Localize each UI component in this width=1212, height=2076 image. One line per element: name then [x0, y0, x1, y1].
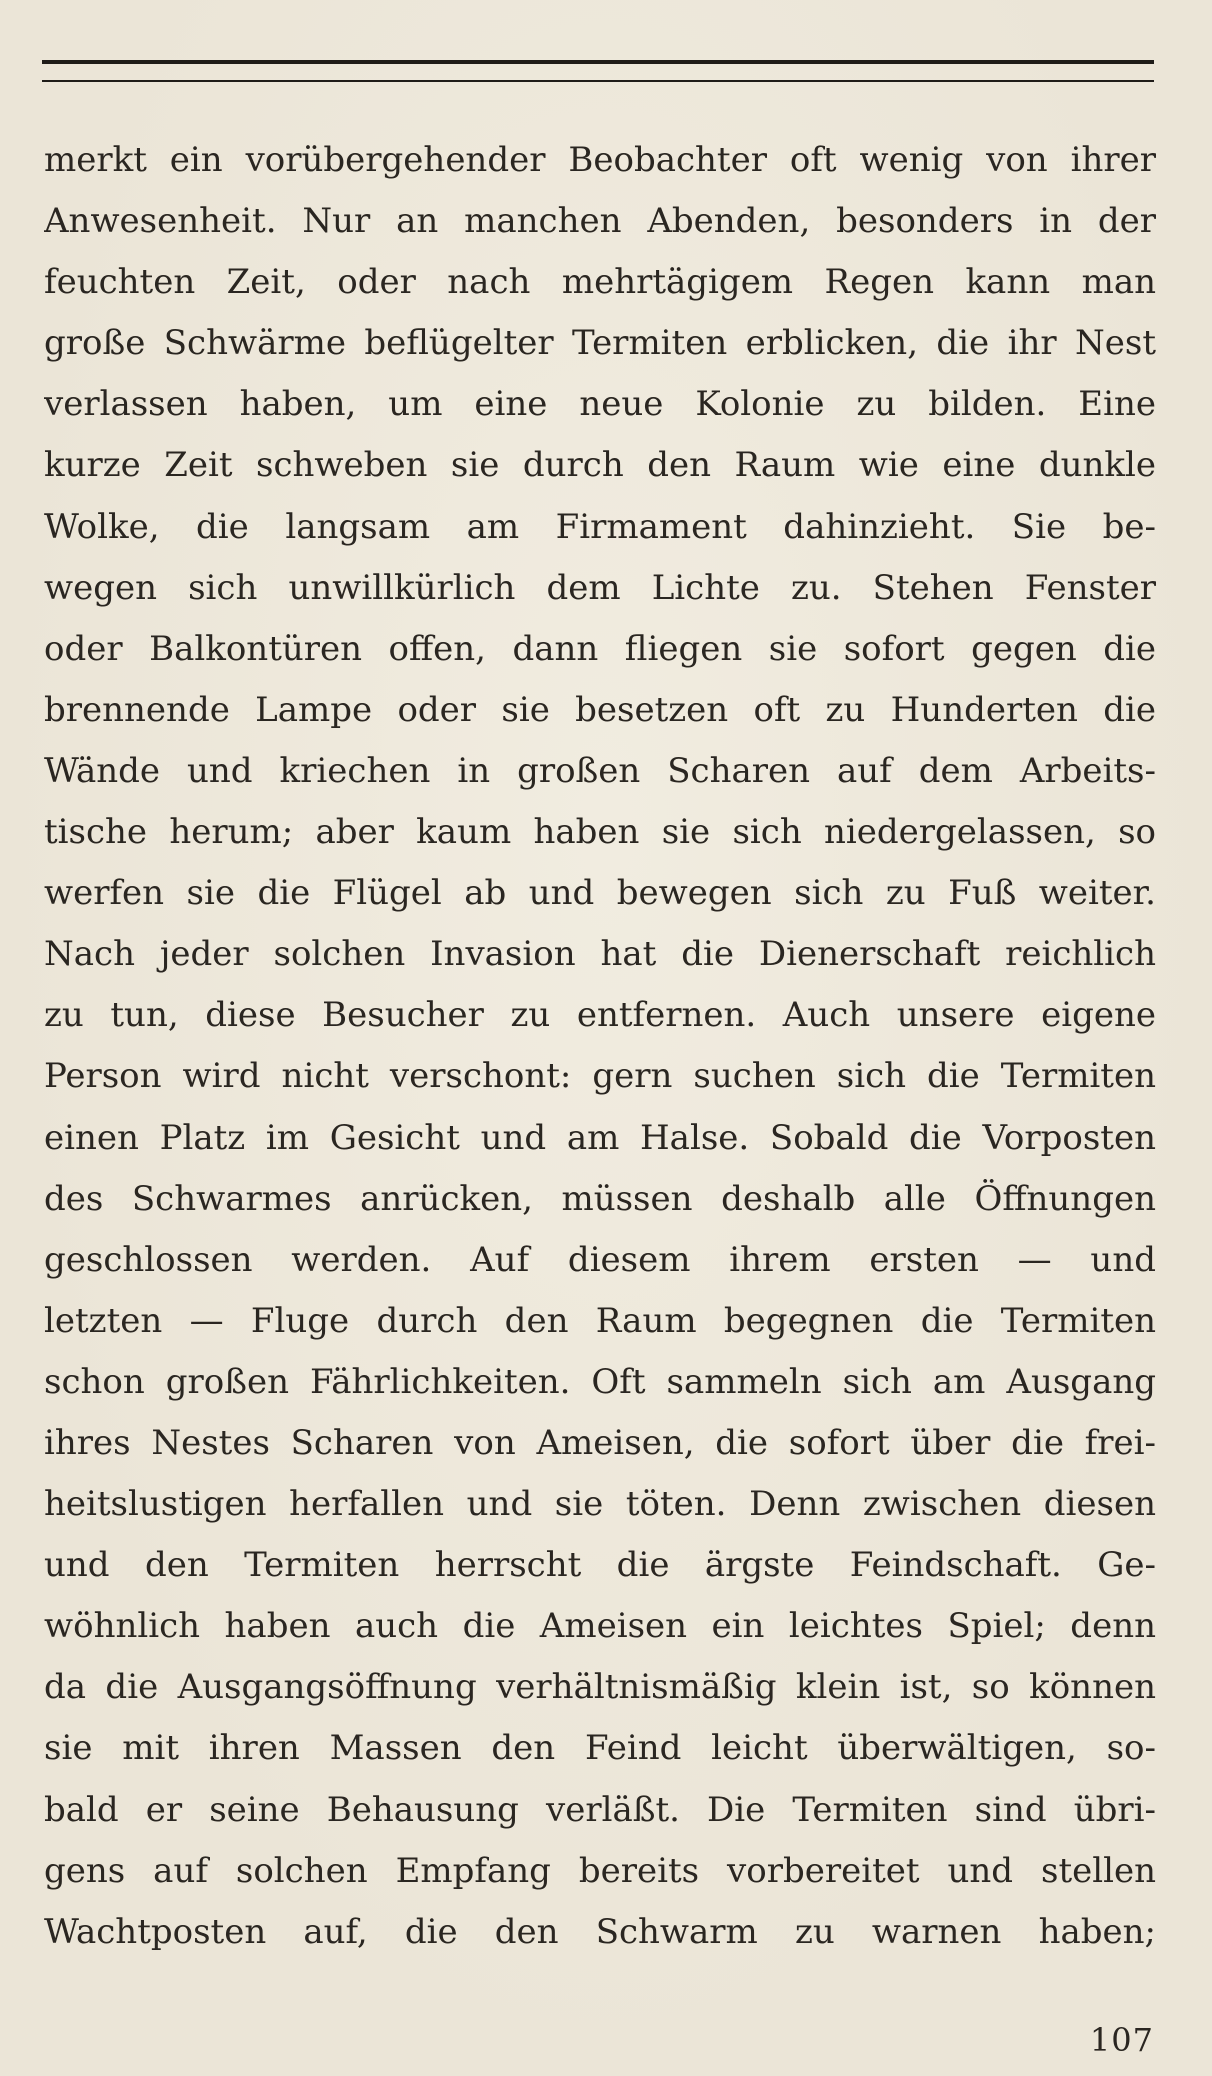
text-line-12: tische herum; aber kaum haben sie sich niedergelassen, so [44, 812, 1156, 853]
text-line-17: einen Platz im Gesicht und am Halse. Sobald die Vorposten [44, 1117, 1156, 1158]
text-line-14: Nach jeder solchen Invasion hat die Dienerschaft reichlich [44, 934, 1156, 975]
text-line-26: da die Ausgangsöffnung verhältnismäßig klein ist, so können [44, 1667, 1156, 1708]
text-line-1: merkt ein vorübergehender Beobachter oft wenig von ihrer [44, 140, 1156, 180]
text-line-11: Wände und kriechen in großen Scharen auf dem Arbeits- [44, 750, 1156, 791]
body-text [44, 130, 1156, 1963]
text-line-22: ihres Nestes Scharen von Ameisen, die sofort über die frei- [44, 1422, 1156, 1463]
page-number: 107 [1089, 2021, 1154, 2059]
text-line-18: des Schwarmes anrücken, müssen deshalb alle Öffnungen [44, 1178, 1156, 1219]
text-line-24: und den Termiten herrscht die ärgste Feindschaft. Ge- [44, 1545, 1156, 1586]
text-line-27: sie mit ihren Massen den Feind leicht überwältigen, so- [44, 1728, 1156, 1769]
text-line-21: schon großen Fährlichkeiten. Oft sammeln sich am Ausgang [44, 1361, 1156, 1402]
text-line-15: zu tun, diese Besucher zu entfernen. Auch unsere eigene [44, 995, 1156, 1036]
text-line-7: Wolke, die langsam am Firmament dahinzieht. Sie be- [44, 506, 1156, 547]
text-line-28: bald er seine Behausung verläßt. Die Termiten sind übri- [44, 1789, 1156, 1830]
text-line-2: Anwesenheit. Nur an manchen Abenden, besonders in der [44, 201, 1156, 242]
header-rule-thick [42, 60, 1154, 64]
text-line-4: große Schwärme beflügelter Termiten erblicken, die ihr Nest [44, 323, 1156, 364]
text-line-23: heitslustigen herfallen und sie töten. Denn zwischen diesen [44, 1484, 1156, 1525]
text-line-8: wegen sich unwillkürlich dem Lichte zu. Stehen Fenster [44, 567, 1156, 608]
text-line-6: kurze Zeit schweben sie durch den Raum wie eine dunkle [44, 445, 1156, 486]
text-line-19: geschlossen werden. Auf diesem ihrem ersten — und [44, 1239, 1156, 1280]
text-line-25: wöhnlich haben auch die Ameisen ein leichtes Spiel; denn [44, 1606, 1156, 1647]
text-line-16: Person wird nicht verschont: gern suchen sich die Termiten [44, 1056, 1156, 1097]
text-line-9: oder Balkontüren offen, dann fliegen sie sofort gegen die [44, 628, 1156, 669]
text-line-20: letzten — Fluge durch den Raum begegnen die Termiten [44, 1300, 1156, 1341]
text-line-29: gens auf solchen Empfang bereits vorbereitet und stellen [44, 1850, 1156, 1891]
text-line-30: Wachtposten auf, die den Schwarm zu warnen haben; [44, 1911, 1156, 1952]
header-rule-thin [42, 80, 1154, 82]
text-line-13: werfen sie die Flügel ab und bewegen sich zu Fuß weiter. [44, 873, 1156, 914]
text-line-3: feuchten Zeit, oder nach mehrtägigem Regen kann man [44, 262, 1156, 303]
text-line-5: verlassen haben, um eine neue Kolonie zu bilden. Eine [44, 384, 1156, 425]
text-line-10: brennende Lampe oder sie besetzen oft zu Hunderten die [44, 689, 1156, 730]
